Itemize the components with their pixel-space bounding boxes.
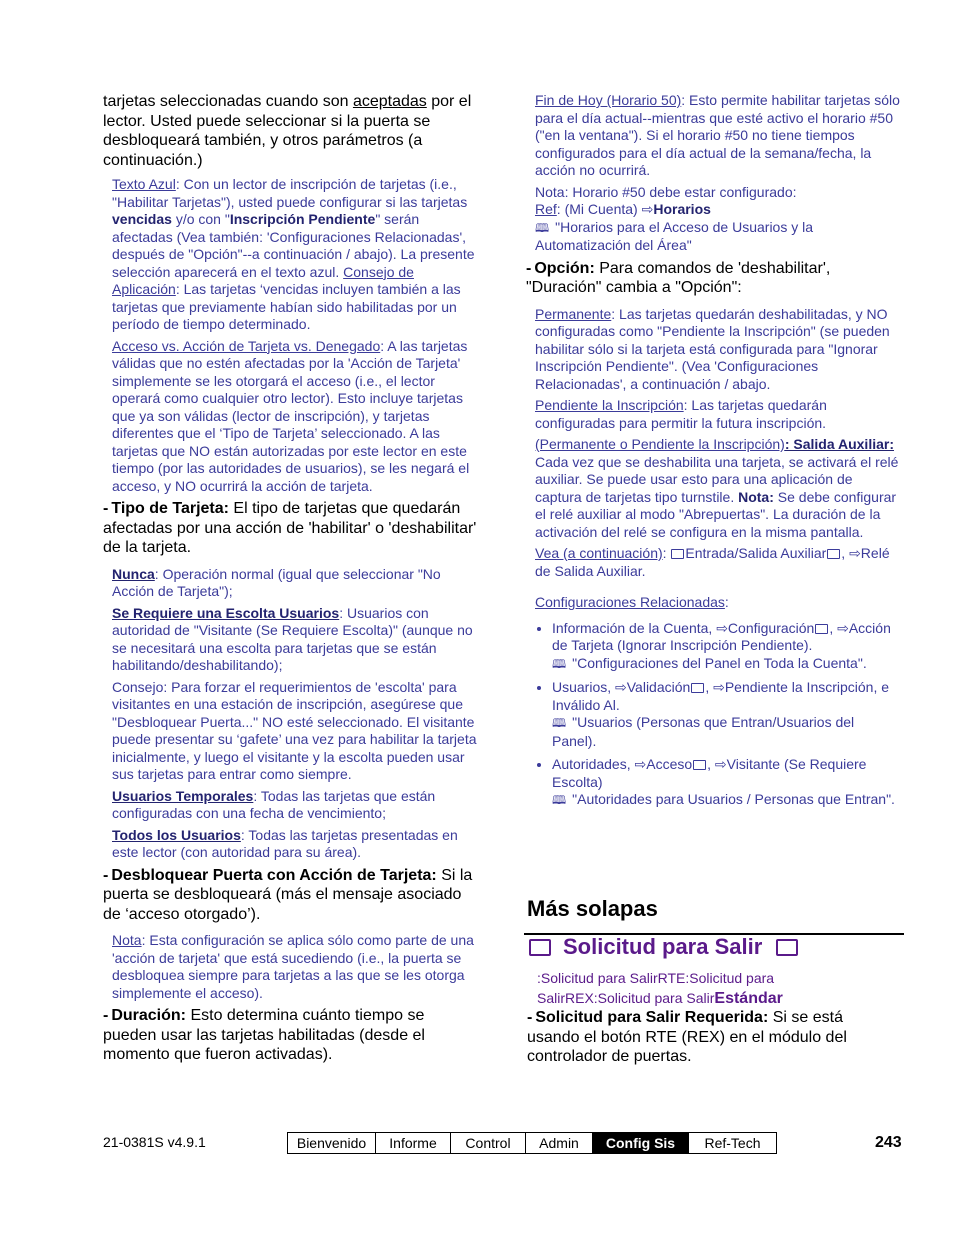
folder-icon xyxy=(529,939,551,956)
book-icon: 🕮 xyxy=(552,656,567,671)
folder-icon xyxy=(693,760,706,770)
note-texto-azul: Texto Azul: Con un lector de inscripción de tarjetas (i.e., "Habilitar Tarjetas"), usted puede configurar si las tarjetas vencidas y/o con "Inscripción Pendiente" serán afectadas (Vea también: 'Configuraciones Relacionadas', después de "Opción"--a continuación / abajo). La presente selección aparecerá en el texto azul. Consejo de Aplicación: Las tarjetas ‘vencidas incluyen también a las tarjetas que previamente habían sido habilitadas por un período de tiempo determinado. xyxy=(112,176,475,332)
index-line: :Solicitud para SalirRTE:Solicitud para SalirREX:Solicitud para SalirEstándar xyxy=(537,970,783,1007)
right-column xyxy=(526,92,901,816)
list-item: • Autoridades, ⇨Acceso , ⇨Visitante (Se Requiere Escolta) 🕮 "Autoridades para Usuarios / Personas que Entran". xyxy=(552,756,901,810)
texto-azul-link[interactable]: Texto Azul xyxy=(112,176,176,192)
intro-text-end: por el lector. Usted puede seleccionar si la puerta se desbloqueará también, y otros parámetros (a continuación.) xyxy=(103,93,472,169)
rel-title: Configuraciones Relacionadas: xyxy=(535,594,729,610)
left-column xyxy=(103,92,481,1071)
bullet-tipo-tarjeta: - Tipo de Tarjeta: El tipo de tarjetas que quedarán afectadas por una acción de 'habilitar' o 'deshabilitar' de la tarjeta. xyxy=(103,500,477,556)
nota-link[interactable]: Nota xyxy=(112,932,142,948)
bullet-desbloquear: - Desbloquear Puerta con Acción de Tarjeta: Si la puerta se desbloqueará (más el mensaje asociado de ‘acceso otorgado’). xyxy=(103,866,473,923)
folder-icon xyxy=(671,549,684,559)
bullet-opcion: - Opción: Para comandos de 'deshabilitar', "Duración" cambia a "Opción": xyxy=(526,259,831,296)
ref-link[interactable]: Ref xyxy=(535,201,557,217)
folder-icon xyxy=(827,549,840,559)
option-pendiente: Pendiente la Inscripción: Las tarjetas quedarán configuradas para permitir la futura inscripción. xyxy=(535,397,827,431)
mas-solapas-heading: Más solapas xyxy=(527,896,658,921)
nunca-link[interactable]: Nunca xyxy=(112,565,155,582)
consejo-escolta: Consejo: Para forzar el requerimientos de 'escolta' para visitantes en una estación de inscripción, asegúrese que "Desbloquear Puerta..." NO esté seleccionado. El visitante puede presentar su ‘gafete’ una vez para habilitar la tarjeta inicialmente, y luego el visitante y la escolta pueden usar sus tarjetas para entrar como siempre. xyxy=(112,678,477,782)
escolta-link[interactable]: Se Requiere una Escolta Usuarios xyxy=(112,604,340,621)
solicitud-heading xyxy=(527,934,798,960)
intro-paragraph xyxy=(103,92,481,170)
tab-bienvenido[interactable]: Bienvenido xyxy=(288,1133,376,1153)
horarios-link[interactable]: Horarios xyxy=(653,201,711,217)
pendiente-link[interactable]: Pendiente la Inscripción xyxy=(535,397,684,413)
ref-horarios: Ref: (Mi Cuenta) ⇨Horarios 🕮 "Horarios para el Acceso de Usuarios y la Automatización del Área" xyxy=(535,201,814,253)
folder-icon xyxy=(776,939,798,956)
option-escolta: Se Requiere una Escolta Usuarios: Usuarios con autoridad de "Visitante (Se Requiere Escolta)" (aunque no se necesitará una escolta para tarjetas que se están habilitando/deshabilitando); xyxy=(112,604,473,673)
configuraciones-relacionadas-link[interactable]: Configuraciones Relacionadas xyxy=(535,594,725,610)
intro-text: tarjetas seleccionadas cuando son xyxy=(103,93,353,110)
option-fin-de-hoy: Fin de Hoy (Horario 50): Esto permite habilitar tarjetas sólo para el día actual--mientras que esté activo el horario #50 ("en la ventana"). Si el horario #50 no tiene tiempos configurados para el día actual de la semana/fecha, la acción no ocurrirá. xyxy=(535,92,900,178)
nota-horario: Nota: Horario #50 debe estar configurado: xyxy=(535,183,797,200)
temporales-link[interactable]: Usuarios Temporales xyxy=(112,787,254,804)
bullet-solicitud: - Solicitud para Salir Requerida: Si se está usando el botón RTE (REX) en el módulo del controlador de puertas. xyxy=(527,1009,847,1065)
book-icon: 🕮 xyxy=(535,220,550,235)
consejo-link[interactable]: Consejo de Aplicación xyxy=(112,263,414,297)
footer-nav xyxy=(287,1132,777,1154)
book-icon: 🕮 xyxy=(552,793,567,807)
note-acceso: Acceso vs. Acción de Tarjeta vs. Denegado: A las tarjetas válidas que no estén afectadas por la 'Acción de Tarjeta' simplemente se les otorgará el acceso (i.e., el lector operará como cualquier otro lector). Esto incluye tarjetas que ya son válidas (lector de inscripción), y tarjetas diferentes que el ‘Tipo de Tarjeta’ seleccionado. A las tarjetas que NO están autorizadas por este lector en este tiempo (por las autoridades de usuarios), se les negará el acceso, y NO ocurrirá la acción de tarjeta. xyxy=(112,337,470,494)
folder-icon xyxy=(691,683,704,693)
solicitud-title: Solicitud para Salir xyxy=(563,934,763,959)
tab-informe[interactable]: Informe xyxy=(376,1133,451,1153)
tab-control[interactable]: Control xyxy=(451,1133,526,1153)
vea-link[interactable]: Vea (a continuación) xyxy=(535,545,663,561)
note-configuracion: Nota: Esta configuración se aplica sólo como parte de una 'acción de tarjeta' que está sucediendo (i.e., la puerta se desbloquea siempre para tarjetas a las que se les otorga simplemente el acceso). xyxy=(112,932,474,1001)
permanente-link[interactable]: Permanente xyxy=(535,305,612,322)
fin-de-hoy-link[interactable]: Fin de Hoy (Horario 50) xyxy=(535,92,682,108)
page-number: 243 xyxy=(875,1134,902,1151)
intro-underline: aceptadas xyxy=(352,93,427,110)
related-list xyxy=(524,620,901,810)
option-salida-auxiliar: (Permanente o Pendiente la Inscripción): Salida Auxiliar: Cada vez que se deshabilita una tarjeta, se activará el relé auxiliar. Se puede usar esto para una aplicación de captura de tarjetas tipo turnstile. Nota: Se debe configurar el relé auxiliar al modo "Abrepuertas". La duración de la activación del relé se configura en la misma pantalla. xyxy=(535,436,899,540)
option-nunca: Nunca: Operación normal (igual que seleccionar "No Acción de Tarjeta"); xyxy=(112,565,441,599)
option-temporales: Usuarios Temporales: Todas las tarjetas que están configuradas con una fecha de vencimiento; xyxy=(112,787,436,821)
book-icon: 🕮 xyxy=(552,716,567,730)
doc-version: 21-0381S v4.9.1 xyxy=(103,1134,206,1150)
right-bottom xyxy=(527,1008,897,1073)
option-permanente: Permanente: Las tarjetas quedarán deshabilitadas, y NO configuradas como "Pendiente la Inscripción" (se pueden habilitar sólo si la tarjeta está configurada para "Ignorar Inscripción Pendiente". (Vea 'Configuraciones Relacionadas', a continuación / abajo. xyxy=(535,305,890,392)
tab-config-sis[interactable]: Config Sis xyxy=(593,1133,689,1153)
tab-admin[interactable]: Admin xyxy=(526,1133,593,1153)
acceso-link[interactable]: Acceso vs. Acción de Tarjeta vs. Denegado xyxy=(112,337,381,354)
tab-ref-tech[interactable]: Ref-Tech xyxy=(704,1135,761,1151)
vea-continuacion: Vea (a continuación): Entrada/Salida Auxiliar , ⇨Relé de Salida Auxiliar. xyxy=(535,545,890,579)
bullet-duracion: - Duración: Esto determina cuánto tiempo se pueden usar las tarjetas habilitadas (desde el momento que fueron activadas). xyxy=(103,1007,425,1063)
todos-link[interactable]: Todos los Usuarios xyxy=(112,826,241,843)
option-todos: Todos los Usuarios: Todas las tarjetas presentadas en este lector (con autoridad para su área). xyxy=(112,826,458,860)
list-item: • Usuarios, ⇨Validación , ⇨Pendiente la Inscripción, e Inválido Al. 🕮 "Usuarios (Personas que Entran/Usuarios del Panel). xyxy=(552,679,901,750)
folder-icon xyxy=(815,624,828,634)
list-item: • Información de la Cuenta, ⇨Configuración , ⇨Acción de Tarjeta (Ignorar Inscripción Pendiente). 🕮 "Configuraciones del Panel en Toda la Cuenta". xyxy=(552,620,901,674)
permanente-pendiente-link[interactable]: (Permanente o Pendiente la Inscripción) xyxy=(535,436,785,452)
